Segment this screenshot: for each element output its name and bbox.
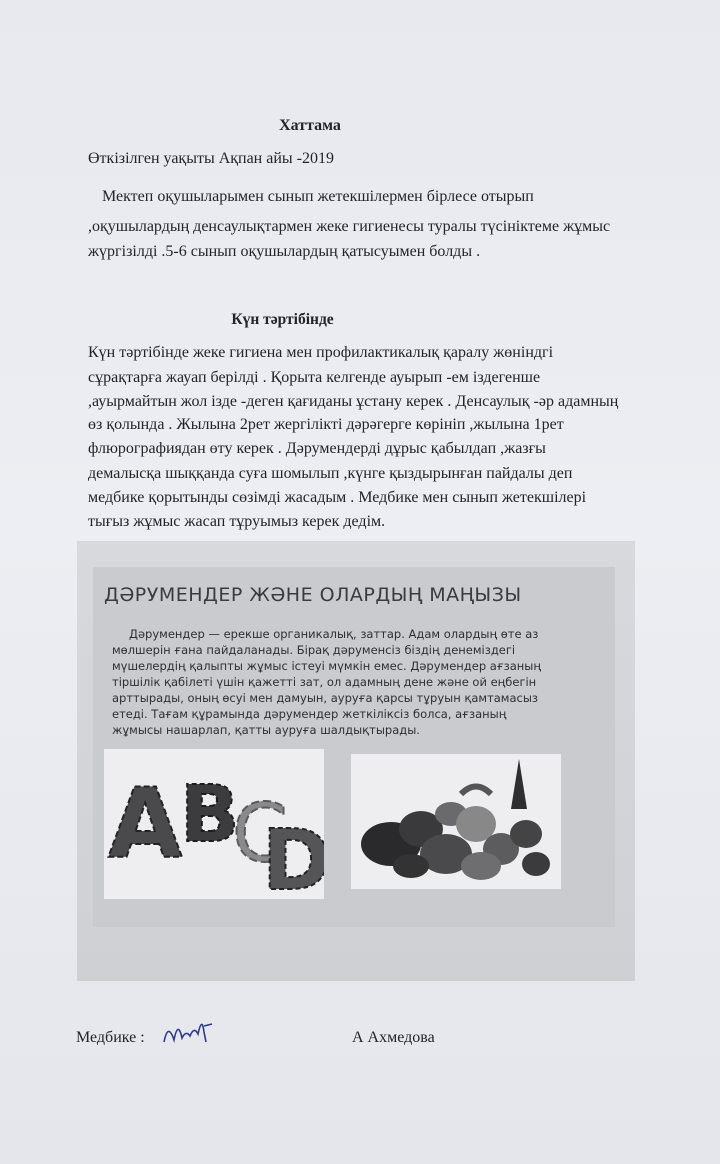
letter-b: B — [180, 770, 240, 860]
handwritten-signature — [160, 1012, 216, 1052]
body-line: медбике қорытынды сөзімді жасадым . Медбике мен сынып жетекшілері — [88, 489, 587, 506]
agenda-title: Күн тәртібінде — [231, 311, 334, 328]
letter-d: D — [262, 811, 324, 899]
date-line: Өткізілген уақыты Ақпан айы -2019 — [88, 150, 334, 167]
body-line: тығыз жұмыс жасап тұруымыз керек дедім. — [88, 513, 386, 530]
vitamin-letters-image — [104, 749, 324, 899]
nurse-name: А Ахмедова — [352, 1029, 435, 1046]
poster-text-line: мүшелердің қалыпты жұмыс істеуі мүмкін емес. Дәрумендер ағзаның — [112, 659, 541, 673]
poster-text-line: мөлшерін ғана пайдаланады. Бірақ дәруменсіз біздің денеміздегі — [112, 643, 516, 657]
fruits-image — [351, 754, 561, 889]
poster-title: ДӘРУМЕНДЕР ЖӘНЕ ОЛАРДЫҢ МАҢЫЗЫ — [104, 584, 522, 606]
nurse-label: Медбике : — [76, 1029, 145, 1046]
letter-a: A — [108, 768, 183, 880]
intro-line: ,оқушылардың денсаулықтармен жеке гигиенесы туралы түсініктеме жұмыс — [88, 218, 611, 235]
document-title: Хаттама — [279, 117, 341, 134]
body-line: өз қолында . Жылына 2рет жергілікті дәрәгерге көрініп ,жылына 1рет — [88, 416, 564, 433]
poster-text-line: арттырады, оның өсуі мен дамуын, ауруға қарсы тұруын қамтамасыз — [112, 691, 539, 705]
poster-text-line: етеді. Тағам құрамында дәрумендер жеткіліксіз болса, ағзаның — [112, 707, 507, 721]
body-line: флюрографиядан өту керек . Дәрумендерді дұрыс қабылдап ,жазғы — [88, 440, 546, 457]
intro-line: Мектеп оқушыларымен сынып жетекшілермен бірлесе отырып — [102, 188, 534, 205]
body-line: сұрақтарға жауап берілді . Қорыта келгенде ауырып -ем іздегенше — [88, 369, 541, 386]
poster-text-line: тіршілік қабілеті үшін қажетті зат, ол адамның дене және ой еңбегін — [112, 675, 537, 689]
body-line: демалысқа шыққанда суға шомылып ,күнге қыздырынған пайдалы деп — [88, 465, 573, 482]
intro-line: жүргізілді .5-6 сынып оқушылардың қатысуымен болды . — [88, 243, 481, 260]
body-line: ,ауырмайтын жол ізде -деген қағиданы ұстану керек . Денсаулық -әр адамның — [88, 393, 619, 410]
poster-text-line: Дәрумендер — ерекше органикалық, заттар. Адам олардың өте аз — [129, 627, 539, 641]
body-line: Күн тәртібінде жеке гигиена мен профилактикалық қаралу жөніндгі — [88, 344, 554, 361]
vitamins-poster — [77, 541, 635, 981]
poster-text-line: жұмысы нашарлап, қатты ауруға шалдықтырады. — [112, 723, 420, 737]
letter-c: C — [232, 787, 288, 880]
